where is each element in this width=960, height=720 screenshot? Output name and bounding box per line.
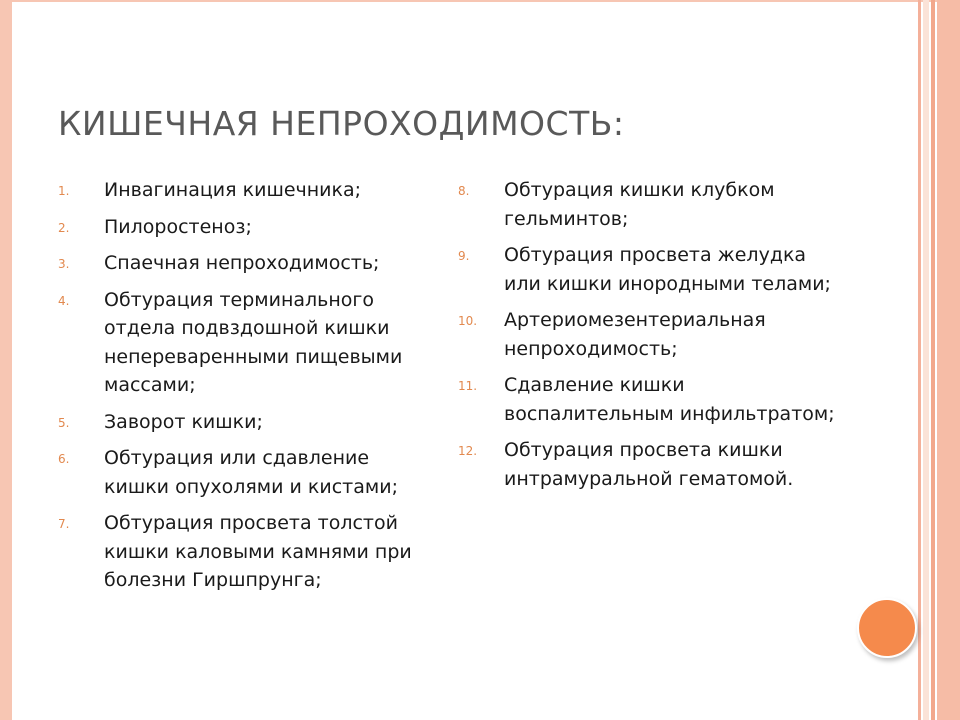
list-item — [58, 213, 438, 242]
list-item-text: Обтурация просвета толстой кишки каловыми камнями при болезни Гиршпрунга; — [104, 512, 412, 591]
list-item-number: 2. — [58, 220, 70, 235]
list-item-text: Обтурация терминального отдела подвздошной кишки непереваренными пищевыми массами; — [104, 288, 403, 396]
list-item-number: 8. — [458, 184, 470, 198]
list-item-number: 11. — [458, 379, 478, 393]
decorative-circle — [857, 598, 917, 658]
list-column-right — [458, 176, 838, 501]
list-item-number: 5. — [58, 415, 70, 430]
list-item — [458, 436, 838, 493]
list-item-text: Обтурация кишки клубком гельминтов; — [504, 179, 775, 230]
list-item — [458, 371, 838, 428]
list-item — [458, 306, 838, 363]
list-item — [458, 241, 838, 298]
list-item-text: Сдавление кишки воспалительным инфильтратом; — [504, 374, 835, 425]
list-item-number: 4. — [58, 293, 70, 308]
list-column-left — [58, 176, 438, 603]
list-item — [58, 408, 438, 437]
list-item — [58, 286, 438, 400]
frame-right-stripe — [923, 0, 929, 720]
list-item-number: 1. — [58, 184, 70, 198]
list-item — [58, 249, 438, 278]
slide-title: КИШЕЧНАЯ НЕПРОХОДИМОСТЬ: — [58, 104, 625, 143]
list-item-text: Обтурация просвета желудка или кишки инородными телами; — [504, 244, 831, 295]
list-item-number: 3. — [58, 257, 70, 271]
frame-right-stripe — [918, 0, 921, 720]
list-item-number: 10. — [458, 314, 478, 328]
list-item-text: Пилоростеноз; — [104, 215, 252, 238]
list-item-text: Артериомезентериальная непроходимость; — [504, 309, 766, 360]
list-item-text: Спаечная непроходимость; — [104, 252, 380, 274]
list-item — [58, 509, 438, 595]
list-item-number: 12. — [458, 444, 478, 458]
frame-right-stripe — [931, 0, 935, 720]
list-item-text: Заворот кишки; — [104, 410, 263, 433]
list-item-number: 7. — [58, 517, 70, 531]
list-item — [458, 176, 838, 233]
frame-top-border — [0, 0, 960, 2]
list-item-text: Обтурация просвета кишки интрамуральной гематомой. — [504, 439, 794, 490]
frame-right-stripe — [937, 0, 960, 720]
list-item — [58, 176, 438, 205]
list-item-text: Инвагинация кишечника; — [104, 179, 362, 201]
list-item — [58, 444, 438, 501]
list-item-number: 9. — [458, 249, 470, 263]
list-item-text: Обтурация или сдавление кишки опухолями и кистами; — [104, 447, 398, 498]
list-item-number: 6. — [58, 452, 70, 466]
frame-left-border — [0, 0, 12, 720]
